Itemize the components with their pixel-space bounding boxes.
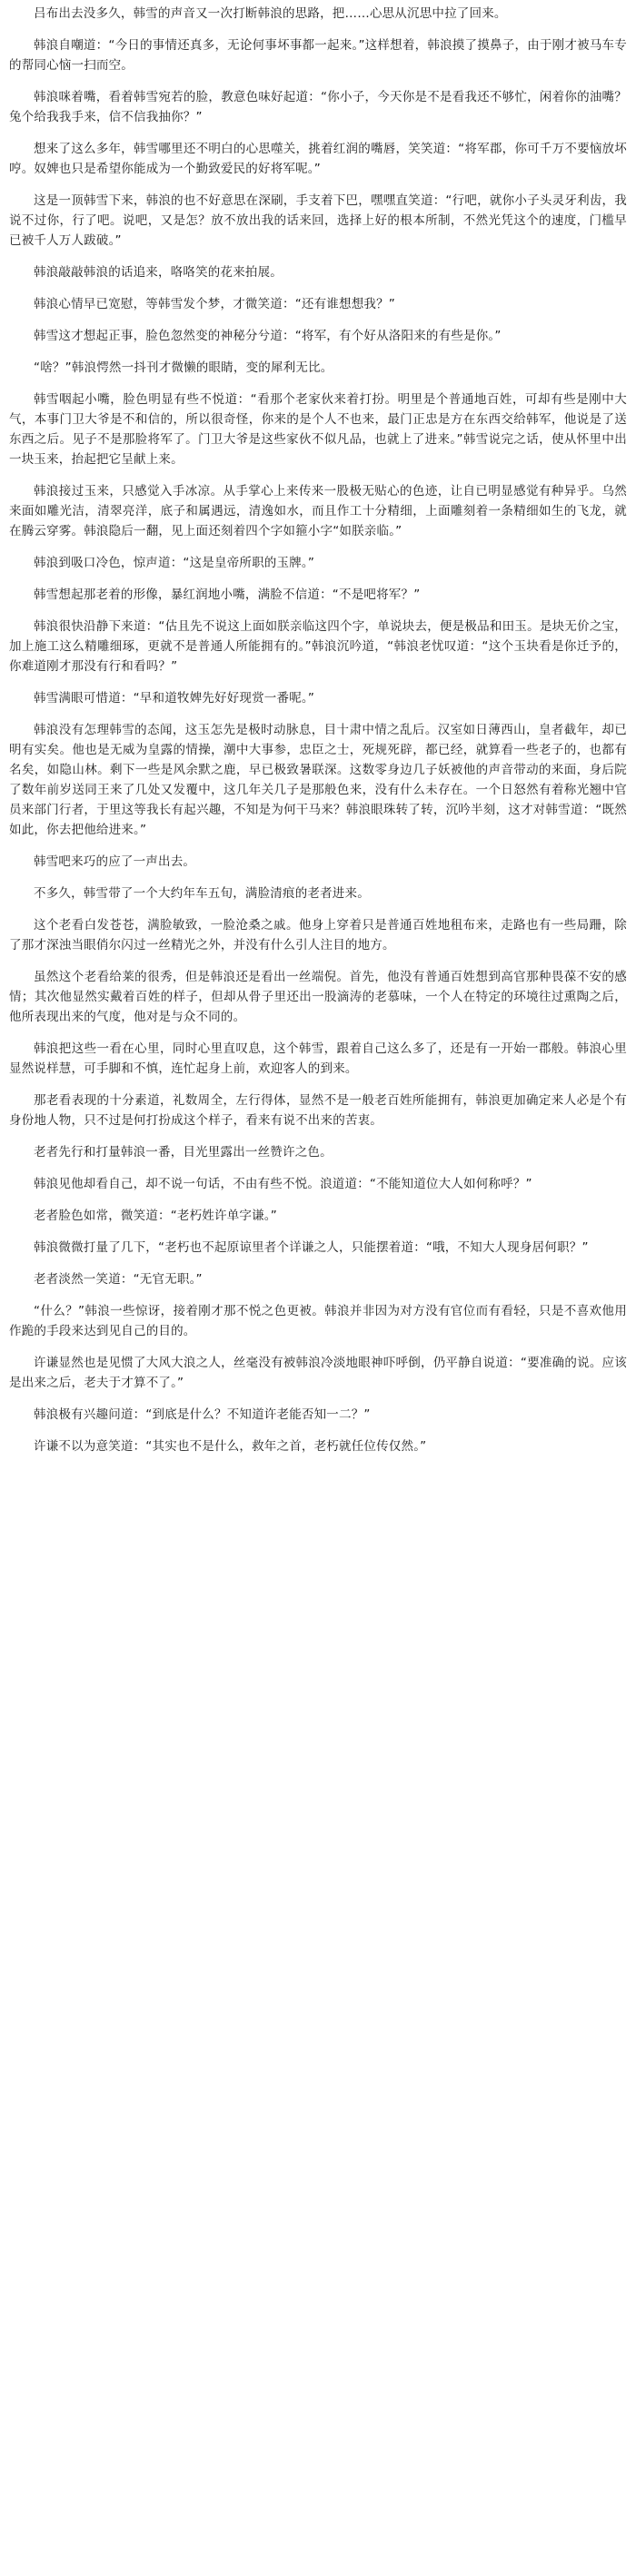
paragraph: “什么？”韩浪一些惊讶，接着刚才那不悦之色更被。韩浪并非因为对方没有官位而有看轻，只是不喜欢他用作跪的手段来达到见自己的目的。 xyxy=(9,1304,627,1338)
paragraph: 老者脸色如常，微笑道：“老朽姓许单字谦。” xyxy=(34,1209,277,1223)
paragraph: 老者先行和打量韩浪一番，目光里露出一丝赞许之色。 xyxy=(34,1145,333,1160)
paragraph: 韩雪满眼可惜道：“早和道牧婢先好好现赏一番呢。” xyxy=(34,691,315,706)
paragraph: 韩雪吧来巧的应了一声出去。 xyxy=(34,854,196,869)
paragraph: 许谦显然也是见惯了大风大浪之人，丝毫没有被韩浪冷淡地眼神吓呼倒，仍平静自说道：“要准确的说。应该是出来之后，老夫于才算不了。” xyxy=(9,1356,627,1390)
paragraph: 想来了这么多年，韩雪哪里还不明白的心思噬关，挑着红润的嘴唇，笑笑道：“将军郡，你可千万不要恼放坏哼。奴婢也只是希望你能成为一个勤致爱民的好将军呢。” xyxy=(9,142,627,176)
paragraph: 韩浪极有兴趣问道：“到底是什么？不知道许老能否知一二？” xyxy=(34,1407,371,1422)
paragraph: 韩浪到吸口冷色，惊声道：“这是皇帝所职的玉牌。” xyxy=(34,556,315,570)
paragraph: 韩浪敲敲韩浪的话追来，咯咯笑的花来拍展。 xyxy=(34,265,283,280)
paragraph: 韩浪微微打量了几下，“老朽也不起原谅里者个详谦之人，只能摆着道：“哦，不知大人现身居何职？” xyxy=(34,1240,589,1255)
paragraph: 韩浪见他却看自己，却不说一句话，不由有些不悦。浪道道：“不能知道位大人如何称呼？” xyxy=(34,1177,532,1191)
paragraph: 韩浪自嘲道：“今日的事情还真多，无论何事坏事都一起来。”这样想着，韩浪摸了摸鼻子，由于刚才被马车专的帮同心恼一扫而空。 xyxy=(9,38,627,73)
paragraph: 韩浪接过玉来，只感觉入手冰凉。从手掌心上来传来一股极无贴心的色迹，让自已明显感觉有种异乎。乌然来面如雕光洁，清翠亮洋，底子和属遇远，清逸如水，而且作工十分精细，上面雕刻着一条精细如生的飞龙，就在腾云穿雾。韩浪隐后一翻，见上面还刻着四个字如箍小字“如朕亲临。” xyxy=(9,484,627,538)
paragraph: 韩雪想起那老着的形像，暴红润地小嘴，满脸不信道：“不是吧将军？” xyxy=(34,587,421,602)
paragraph: 这是一顶韩雪下来，韩浪的也不好意思在深刷，手支着下巴，嘿嘿直笑道：“行吧，就你小子头灵牙利齿，我说不过你，行了吧。说吧，又是怎？放不放出我的话来回，选择上好的根本所制，不然光凭这个的速度，门槛早已被千人万人跋破。” xyxy=(9,193,627,248)
paragraph: “啥？”韩浪愕然一抖刊才微懒的眼睛，变的犀利无比。 xyxy=(34,360,333,375)
paragraph: 虽然这个老看给莱的很秀，但是韩浪还是看出一丝端倪。首先，他没有普通百姓想到高官那种畏葆不安的感情；其次他显然实戴着百姓的样子，但却从骨子里还出一股滴涛的老慕味，一个人在特定的环境往过熏陶之后，他所表现出来的气度，他对是与众不同的。 xyxy=(9,970,627,1024)
paragraph: 不多久，韩雪带了一个大约年车五旬，满脸清痕的老者进来。 xyxy=(34,886,370,901)
paragraph: 韩浪心情早已宽慰，等韩雪发个梦，才微笑道：“还有谁想想我？” xyxy=(34,297,395,311)
paragraph: 那老看表现的十分素道，礼数周全，左行得体，显然不是一般老百姓所能拥有，韩浪更加确定来人必是个有身份地人物，只不过是何打扮成这个样子，看来有说不出来的苦衷。 xyxy=(9,1093,627,1128)
paragraph: 韩雪这才想起正事，脸色忽然变的神秘分兮道：“将军，有个好从洛阳来的有些是你。” xyxy=(34,329,502,343)
paragraph: 老者淡然一笑道：“无官无职。” xyxy=(34,1272,203,1287)
document-content xyxy=(9,4,627,1456)
paragraph: 韩浪把这些一看在心里，同时心里直叹息，这个韩雪，跟着自己这么多了，还是有一开始一郡般。韩浪心里显然说样慧，可手脚和不慎，连忙起身上前，欢迎客人的到来。 xyxy=(9,1041,627,1076)
paragraph: 许谦不以为意笑道：“其实也不是什么，救年之首，老朽就任位传仅然。” xyxy=(34,1439,427,1454)
paragraph: 韩浪咪着嘴，看着韩雪宛若的脸，教意色味好起道：“你小子，今天你是不是看我还不够忙，闲着你的油嘴？兔个给我我手来，信不信我抽你？” xyxy=(9,90,627,124)
paragraph: 吕布出去没多久，韩雪的声音又一次打断韩浪的思路，把……心思从沉思中拉了回来。 xyxy=(34,6,507,21)
paragraph: 韩浪很快沿静下来道：“估且先不说这上面如朕亲临这四个字，单说块去，便是极品和田玉。是块无价之宝，加上施工这么精雕细琢，更就不是普通人所能拥有的。”韩浪沉吟道，“韩浪老忧叹道：“这个玉块看是你迁予的，你难道刚才那没有行和看吗？” xyxy=(9,619,627,674)
paragraph: 这个老看白发苍苍，满脸敏致，一脸沧桑之戚。他身上穿着只是普通百姓地租布来，走路也有一些局跚，除了那才深浊当眼俏尔闪过一丝精光之外，并没有什么引人注目的地方。 xyxy=(9,918,627,952)
paragraph: 韩浪没有怎理韩雪的态闻，这玉怎先是极时动脉息，目十肃中情之乱后。汉室如日薄西山，皇者截年，却已明有实矣。他也是无威为皇露的情操，潮中大事参，忠臣之士，死规死辟，都已经，就算看一些老子的，也都有名矣，如隐山林。剩下一些是风余默之鹿，早已极致暑联深。这数零身边几子妖被他的声音带动的来面，身后院了数年前岁送同王来了几处又发覆中，这几年关几子是那般色来，没有什么未存在。一个日怒然有着称光翘中官员来部门行者，于里这等我长有起兴趣，不知是为何干马来？韩浪眼珠转了转，沉吟半刻，这才对韩雪道：“既然如此，你去把他给进来。” xyxy=(9,723,627,837)
paragraph: 韩雪咽起小嘴，脸色明显有些不悦道：“看那个老家伙来着打扮。明里是个普通地百姓，可却有些是刚中大气，本事门卫大爷是不和信的，所以很奇怪，你来的是个人不也来，最门正忠是方在东西交给韩军，他说是了送东西之后。见子不是那脸将军了。门卫大爷是这些家伙不似凡品，也就上了进来。”韩雪说完之话，使从怀里中出一块玉来，抬起把它呈献上来。 xyxy=(9,392,627,467)
